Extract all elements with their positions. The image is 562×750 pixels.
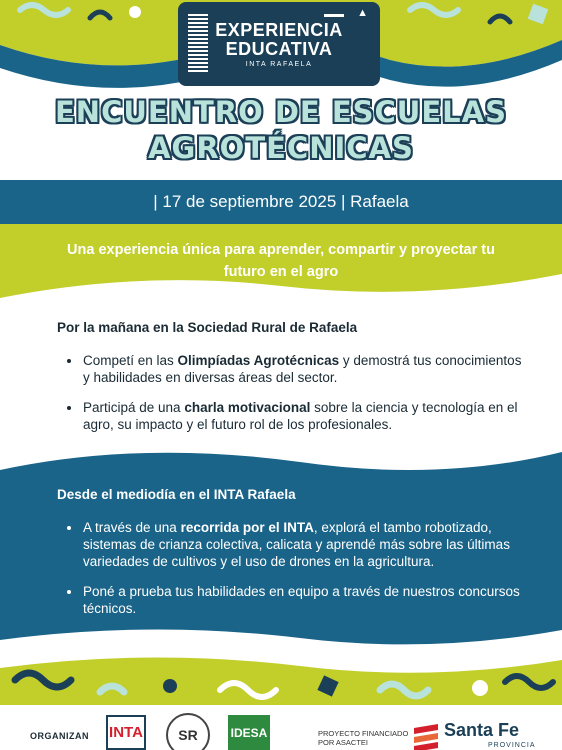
afternoon-list <box>57 519 527 617</box>
morning-heading: Por la mañana en la Sociedad Rural de Rafaela <box>57 320 358 335</box>
footer <box>0 705 562 750</box>
title-line-1: ENCUENTRO DE ESCUELAS <box>55 95 507 129</box>
date-line: | 17 de septiembre 2025 | Rafaela <box>153 192 409 211</box>
idesa-logo: IDESA <box>228 715 270 750</box>
title-line-2: AGROTÉCNICAS <box>148 131 414 165</box>
list-item: Poné a prueba tus habilidades en equipo a través de nuestros concursos técnicos. <box>57 583 527 617</box>
provincia-label: PROVINCIA <box>488 742 536 749</box>
date-band <box>0 180 562 224</box>
santa-fe-flag-icon <box>412 722 440 750</box>
list-item: Competí en las Olimpíadas Agrotécnicas y demostrá tus conocimientos y habilidades en diversas áreas del sector. <box>57 352 527 386</box>
event-ticket-logo <box>178 2 380 86</box>
bottom-decoration <box>0 620 562 710</box>
afternoon-section <box>57 487 527 630</box>
morning-section <box>57 320 527 446</box>
bus-icon: ▬▬ <box>324 9 344 20</box>
tagline-curve <box>0 270 562 310</box>
sociedad-rural-logo: SR <box>166 713 210 750</box>
tagline: Una experiencia única para aprender, compartir y proyectar tu futuro en el agro <box>67 242 495 280</box>
list-item: A través de una recorrida por el INTA, explorá el tambo robotizado, sistemas de crianza colectiva, calicata y aprendé más sobre las últimas variedades de cultivos y el uso de drones en la agricultura. <box>57 519 527 570</box>
cow-icon: ▲ <box>357 7 368 19</box>
organizan-label: ORGANIZAN <box>30 731 89 741</box>
ticket-line-1: EXPERIENCIA <box>215 19 343 40</box>
ticket-line-3: INTA RAFAELA <box>245 60 313 68</box>
santa-fe-logo-text: Santa Fe <box>444 720 520 740</box>
barcode-icon <box>188 14 208 72</box>
inta-logo: INTA <box>106 715 146 750</box>
list-item: Participá de una charla motivacional sobre la ciencia y tecnología en el agro, su impacto y el futuro rol de los profesionales. <box>57 399 527 433</box>
page-title <box>0 94 562 166</box>
proyecto-financiado: PROYECTO FINANCIADO POR ASACTEI <box>318 729 409 747</box>
ticket-line-2: EDUCATIVA <box>225 38 333 59</box>
morning-list <box>57 352 527 433</box>
afternoon-heading: Desde el mediodía en el INTA Rafaela <box>57 487 296 502</box>
